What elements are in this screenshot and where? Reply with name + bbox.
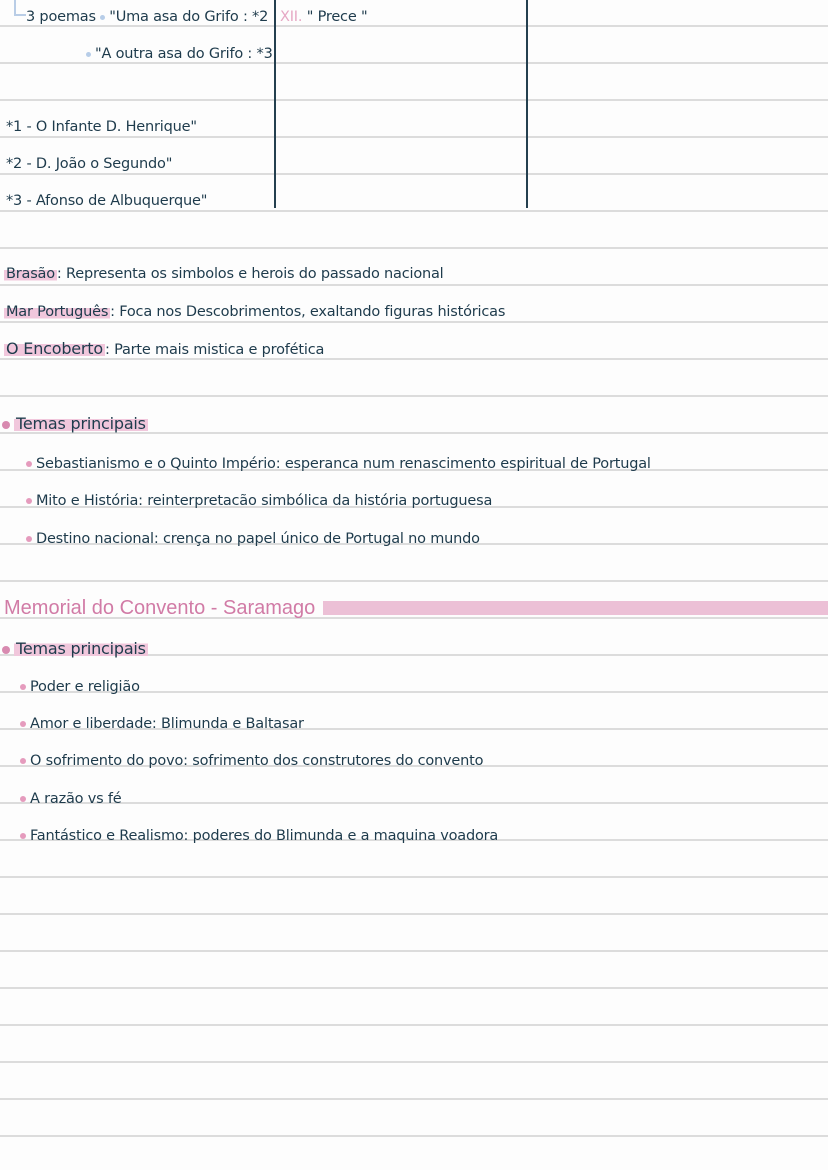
heading-text: Temas principais (16, 639, 146, 658)
column-divider (526, 0, 528, 208)
theme-item (20, 827, 498, 845)
bullet-icon (2, 421, 10, 429)
theme-text: Poder e religião (30, 679, 140, 695)
prece-row (280, 8, 367, 26)
poem-b-row (86, 45, 273, 63)
bullet-icon (20, 721, 26, 727)
bullet-icon (26, 536, 32, 542)
heading-text: Temas principais (16, 414, 146, 433)
column-divider (274, 0, 276, 208)
section-title-row (4, 596, 828, 620)
theme-item (20, 790, 122, 808)
theme-text: O sofrimento do povo: sofrimento dos construtores do convento (30, 753, 484, 769)
theme-item (20, 678, 140, 696)
theme-item (26, 492, 492, 510)
title-highlight-bar (323, 601, 828, 615)
bracket-mark (14, 0, 26, 16)
poems-label: 3 poemas (26, 9, 96, 25)
theme-item (26, 455, 651, 473)
bullet-icon (2, 646, 10, 654)
poem-a: "Uma asa do Grifo : *2 (109, 9, 269, 25)
poem-item: *3 - Afonso de Albuquerque" (6, 193, 208, 209)
part-term: Brasão (6, 266, 55, 282)
part-row (4, 303, 505, 321)
part-term: O Encoberto (6, 339, 103, 358)
theme-text: Destino nacional: crença no papel único de Portugal no mundo (36, 531, 480, 547)
theme-item (26, 530, 480, 548)
bullet-icon (26, 461, 32, 467)
section-title: Memorial do Convento - Saramago (4, 597, 316, 619)
theme-text: Fantástico e Realismo: poderes do Blimunda e a maquina voadora (30, 828, 499, 844)
bullet-icon (20, 833, 26, 839)
theme-text: Sebastianismo e o Quinto Império: esperanca num renascimento espiritual de Portugal (36, 456, 651, 472)
part-desc: : Foca nos Descobrimentos, exaltando figuras históricas (110, 304, 506, 320)
bullet-icon (86, 52, 91, 57)
theme-text: Amor e liberdade: Blimunda e Baltasar (30, 716, 304, 732)
part-term: Mar Português (6, 304, 109, 320)
bullet-icon (100, 15, 105, 20)
numeral: XII. (280, 9, 303, 25)
poem-item: *2 - D. João o Segundo" (6, 156, 173, 172)
themes-heading (2, 415, 148, 433)
poem-item: *1 - O Infante D. Henrique" (6, 119, 197, 135)
themes-heading (2, 640, 148, 658)
bullet-icon (20, 684, 26, 690)
theme-text: A razão vs fé (30, 791, 122, 807)
poem-b: "A outra asa do Grifo : *3 (95, 46, 273, 62)
theme-item (20, 715, 304, 733)
part-desc: : Representa os simbolos e herois do passado nacional (56, 266, 444, 282)
poems-row (26, 8, 268, 26)
theme-text: Mito e História: reinterpretacão simbólica da história portuguesa (36, 493, 493, 509)
part-row (4, 265, 444, 283)
bullet-icon (20, 758, 26, 764)
theme-item (20, 752, 483, 770)
bullet-icon (26, 498, 32, 504)
part-row (4, 340, 324, 359)
bullet-icon (20, 796, 26, 802)
prece-title: " Prece " (306, 9, 368, 25)
part-desc: : Parte mais mistica e profética (104, 342, 325, 358)
